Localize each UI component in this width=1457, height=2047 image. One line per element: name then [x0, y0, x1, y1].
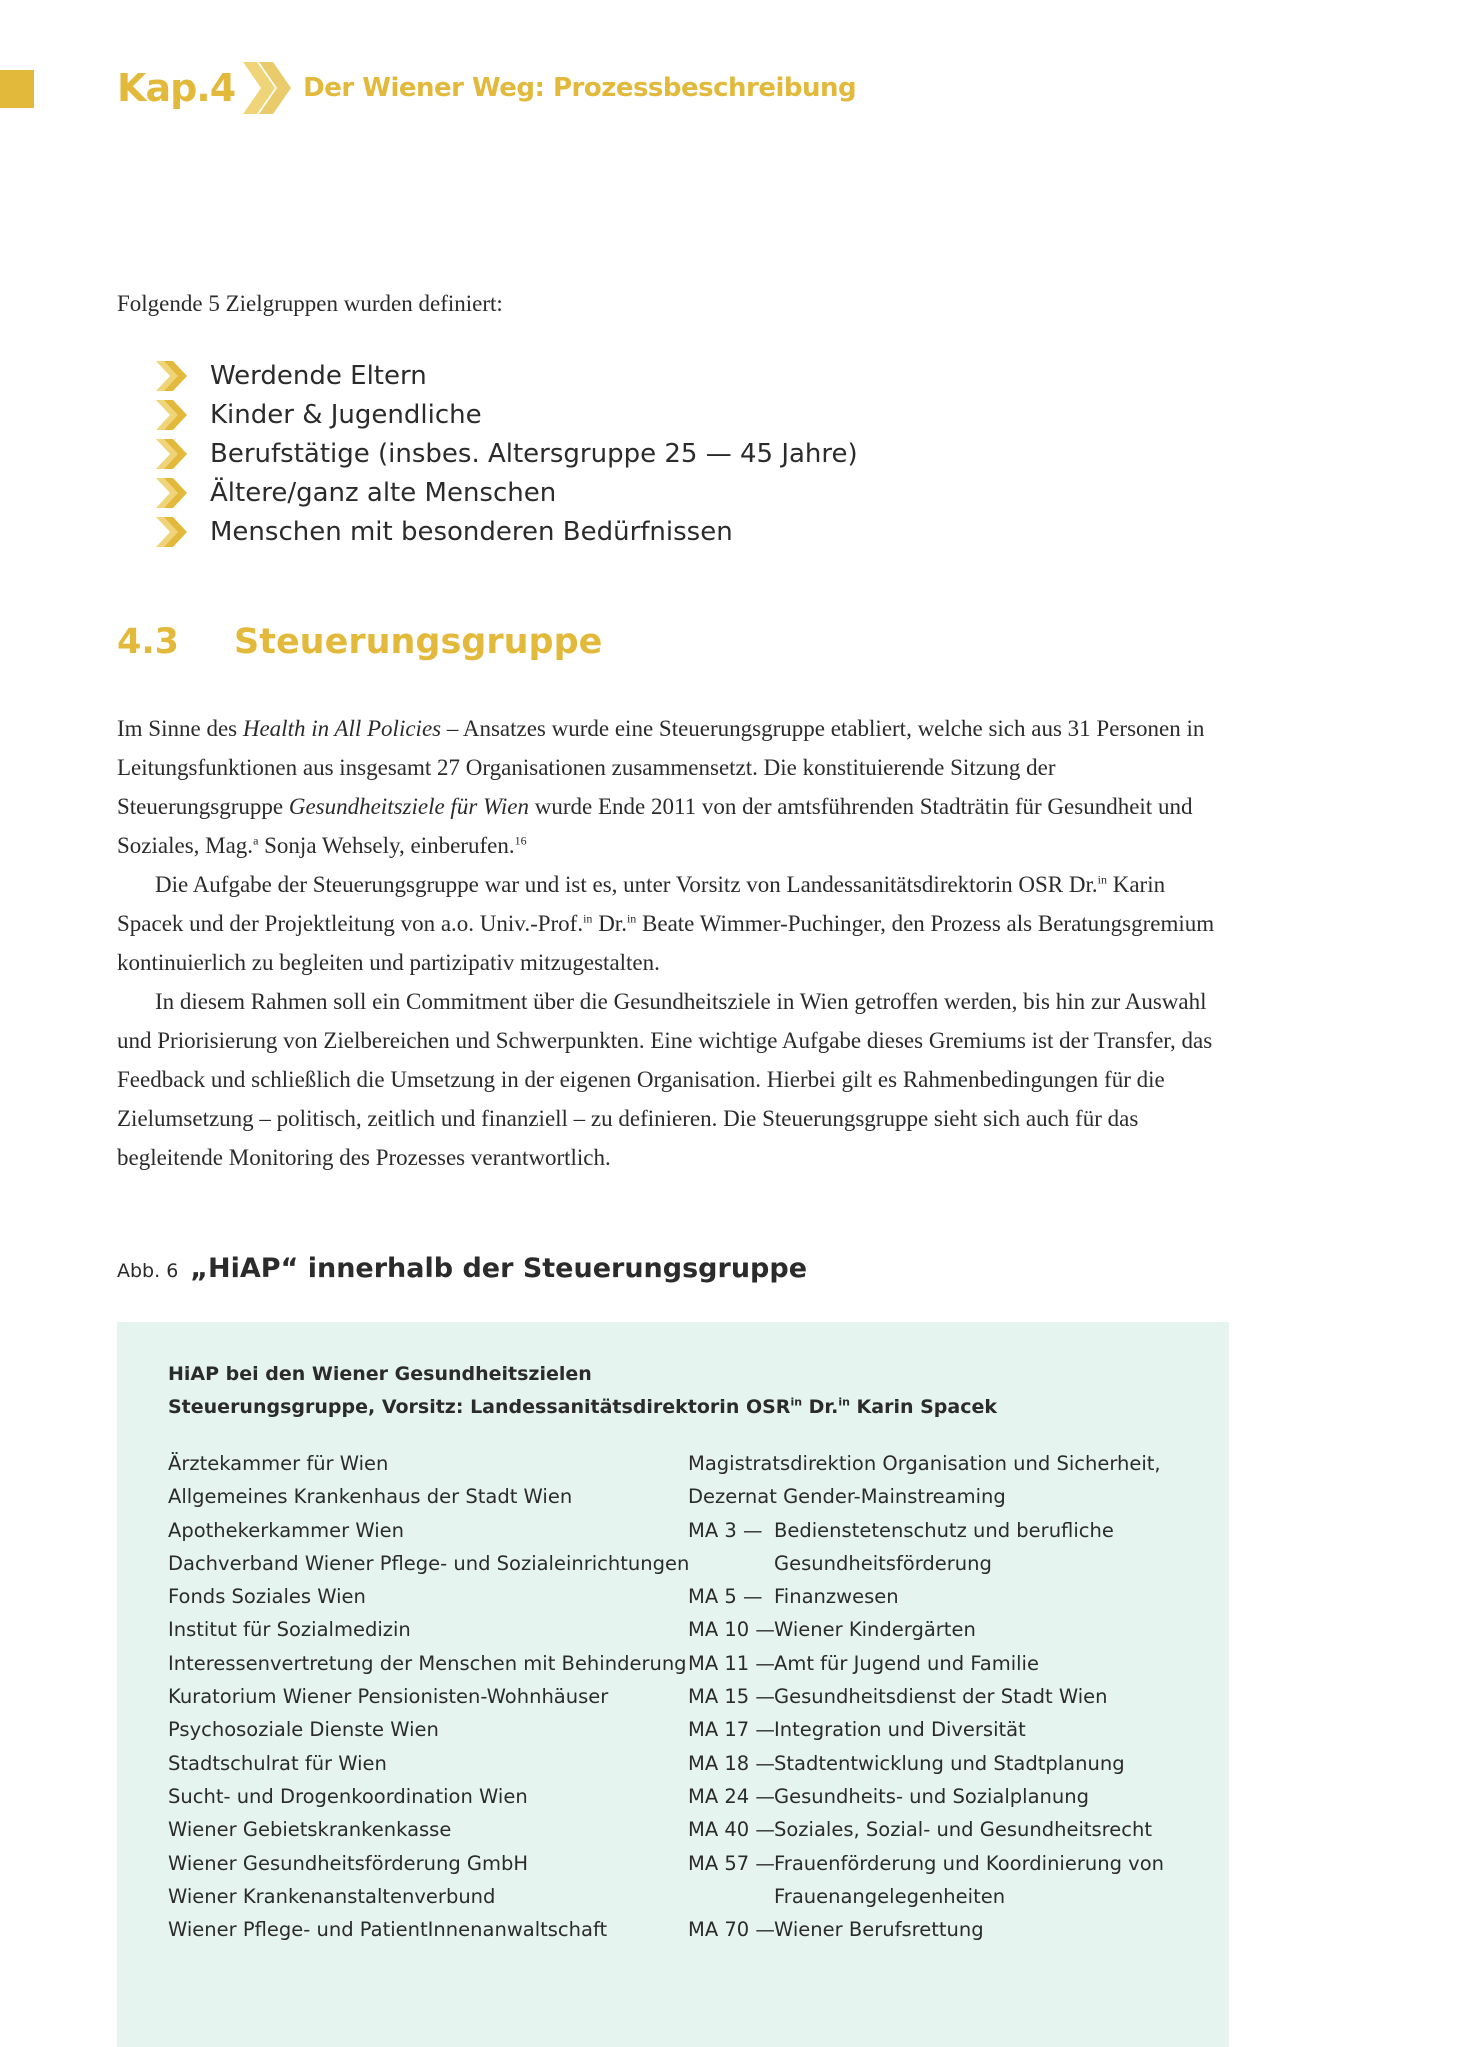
- department-item: [688, 1847, 1174, 1914]
- department-name: Stadtentwicklung und Stadtplanung: [774, 1751, 1125, 1775]
- department-name: Frauenförderung und Koordinierung von Frauenangelegenheiten: [774, 1851, 1164, 1908]
- department-code: MA 3 —: [688, 1518, 763, 1542]
- chevron-bullet-icon: [155, 399, 188, 431]
- department-list: [688, 1447, 1174, 1946]
- list-item: Wiener Gebietskrankenkasse: [168, 1818, 452, 1842]
- list-item: Kuratorium Wiener Pensionisten-Wohnhäuser: [168, 1685, 609, 1709]
- chapter-header: [117, 58, 856, 118]
- organisation-list: [168, 1447, 689, 1946]
- target-group-label: Kinder & Jugendliche: [210, 399, 482, 430]
- paragraph: Im Sinne des Health in All Policies – Ansatzes wurde eine Steuerungsgruppe etabliert, welche sich aus 31 Personen in Leitungsfunktionen aus insgesamt 27 Organisationen zusammensetzt. Die konstituierende Sitzung der Steuerungsgruppe Gesundheitsziele für Wien wurde Ende 2011 von der amtsführenden Stadträtin für Gesundheit und Soziales, Mag.$^a$ Sonja Wehsely, einberufen.$^{16}$: [117, 716, 1205, 858]
- double-chevron-icon: [241, 58, 293, 118]
- department-name: Wiener Kindergärten: [774, 1618, 976, 1642]
- department-name: Gesundheitsdienst der Stadt Wien: [774, 1685, 1108, 1709]
- target-group-list: [155, 356, 858, 551]
- department-name: Finanzwesen: [774, 1585, 899, 1609]
- department-code: MA 70 —: [688, 1918, 775, 1942]
- chevron-bullet-icon: [155, 360, 188, 392]
- department-code: MA 57 —: [688, 1851, 775, 1875]
- figure-box-heading: HiAP bei den Wiener Gesundheitszielen Steuerungsgruppe, Vorsitz: Landessanitätsdirektorin $OSR^{in}$ Dr.$^{in}$ Karin Spacek: [168, 1363, 997, 1418]
- chevron-bullet-icon: [155, 477, 188, 509]
- target-group-label: Menschen mit besonderen Bedürfnissen: [210, 516, 733, 547]
- department-code: MA 10 —: [688, 1618, 775, 1642]
- department-item: [688, 1514, 1174, 1581]
- section-number: 4.3: [117, 622, 180, 662]
- department-code: MA 40 —: [688, 1818, 775, 1842]
- list-item: Apothekerkammer Wien: [168, 1518, 404, 1542]
- list-item: Allgemeines Krankenhaus der Stadt Wien: [168, 1485, 573, 1509]
- department-code: MA 24 —: [688, 1784, 775, 1808]
- figure-label: Abb. 6: [117, 1260, 179, 1282]
- department-name: Soziales, Sozial- und Gesundheitsrecht: [774, 1818, 1152, 1842]
- list-item: Stadtschulrat für Wien: [168, 1751, 387, 1775]
- department-name: Integration und Diversität: [774, 1718, 1026, 1742]
- section-heading: [117, 622, 602, 662]
- department-item: [688, 1647, 1174, 1680]
- list-item: [155, 512, 858, 551]
- list-item: Wiener Krankenanstaltenverbund: [168, 1884, 496, 1908]
- department-item: [688, 1680, 1174, 1713]
- paragraph: In diesem Rahmen soll ein Commitment über die Gesundheitsziele in Wien getroffen werden, bis hin zur Auswahl und Priorisierung von Zielbereichen und Schwerpunkten. Eine wichtige Aufgabe dieses Gremiums ist der Transfer, das Feedback und schließlich die Umsetzung in der eigenen Organisation. Hierbei gilt es Rahmenbedingungen für die Zielumsetzung – politisch, zeitlich und finanziell – zu definieren. Die Steuerungsgruppe sieht sich auch für das begleitende Monitoring des Prozesses verantwortlich.: [117, 989, 1213, 1170]
- paragraph: Die Aufgabe der Steuerungsgruppe war und ist es, unter Vorsitz von Landessanitätsdirektorin OSR Dr.$^{in}$ Karin Spacek und der Projektleitung von a.o. Univ.-Prof.$^{in}$ Dr.$^{in}$ Beate Wimmer-Puchinger, den Prozess als Beratungsgremium kontinuierlich zu begleiten und partizipativ mitzugestalten.: [117, 872, 1215, 975]
- list-item: [155, 434, 858, 473]
- body-text: [117, 709, 1217, 1177]
- target-group-label: Werdende Eltern: [210, 360, 427, 391]
- chapter-tab-marker: [0, 70, 34, 108]
- list-item: Dezernat Gender-Mainstreaming: [688, 1485, 1006, 1509]
- department-item: [688, 1913, 1174, 1946]
- footnote-ref: 16: [514, 833, 527, 848]
- department-code: MA 5 —: [688, 1585, 763, 1609]
- figure-title: „HiAP“ innerhalb der Steuerungsgruppe: [190, 1253, 808, 1284]
- chevron-bullet-icon: [155, 438, 188, 470]
- department-code: MA 17 —: [688, 1718, 775, 1742]
- department-name: Wiener Berufsrettung: [774, 1918, 984, 1942]
- list-item: Magistratsdirektion Organisation und Sicherheit,: [688, 1452, 1161, 1475]
- department-code: MA 15 —: [688, 1685, 775, 1709]
- target-group-label: Berufstätige (insbes. Altersgruppe 25 — 45 Jahre): [210, 438, 858, 469]
- list-item: [155, 395, 858, 434]
- list-item: Wiener Gesundheitsförderung GmbH: [168, 1851, 529, 1875]
- department-name: Bedienstetenschutz und berufliche Gesundheitsförderung: [774, 1518, 1114, 1575]
- department-name: Gesundheits- und Sozialplanung: [774, 1784, 1089, 1808]
- list-item: Sucht- und Drogenkoordination Wien: [168, 1784, 528, 1808]
- department-item: [688, 1747, 1174, 1780]
- list-item: Psychosoziale Dienste Wien: [168, 1718, 439, 1742]
- list-item: Institut für Sozialmedizin: [168, 1618, 411, 1642]
- department-name: Amt für Jugend und Familie: [774, 1651, 1039, 1675]
- figure-caption: [117, 1253, 807, 1284]
- department-item: [688, 1580, 1174, 1613]
- list-item: Interessenvertretung der Menschen mit Behinderung: [168, 1651, 687, 1675]
- department-item: [688, 1813, 1174, 1846]
- department-code: MA 11 —: [688, 1651, 775, 1675]
- chapter-title: Der Wiener Weg: Prozessbeschreibung: [303, 73, 857, 103]
- department-item: [688, 1613, 1174, 1646]
- list-item: [155, 356, 858, 395]
- department-item: [688, 1780, 1174, 1813]
- target-group-label: Ältere/ganz alte Menschen: [210, 477, 557, 508]
- figure-box: [117, 1322, 1229, 2047]
- section-title: Steuerungsgruppe: [234, 622, 603, 662]
- department-item: [688, 1713, 1174, 1746]
- chevron-bullet-icon: [155, 516, 188, 548]
- list-item: Dachverband Wiener Pflege- und Sozialeinrichtungen: [168, 1551, 690, 1575]
- list-item: [155, 473, 858, 512]
- chapter-number: Kap.4: [117, 66, 236, 110]
- intro-text: Folgende 5 Zielgruppen wurden definiert:: [117, 291, 503, 316]
- department-code: MA 18 —: [688, 1751, 775, 1775]
- list-item: Fonds Soziales Wien: [168, 1585, 366, 1609]
- list-item: Wiener Pflege- und PatientInnenanwaltschaft: [168, 1918, 608, 1942]
- list-item: Ärztekammer für Wien: [168, 1452, 389, 1475]
